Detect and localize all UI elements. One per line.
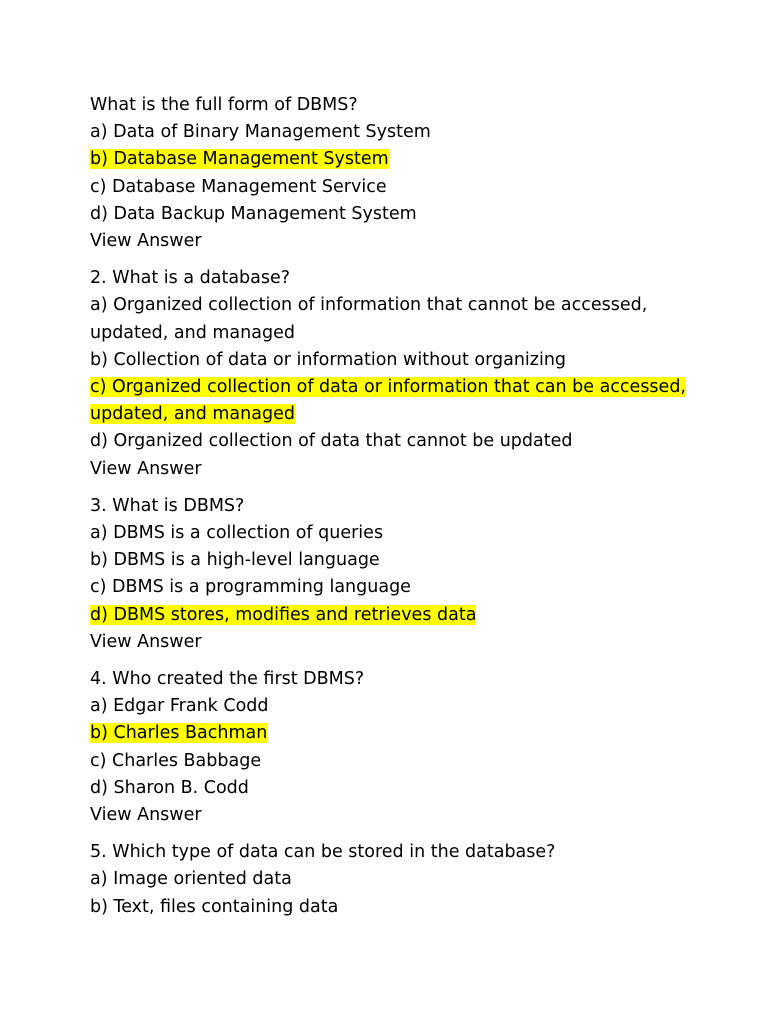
option-a: a) Image oriented data (90, 869, 292, 890)
option-a: a) Edgar Frank Codd (90, 696, 269, 717)
question-block (90, 666, 690, 829)
option-d: d) Organized collection of data that cannot be updated (90, 431, 573, 452)
option-a: a) Organized collection of information that cannot be accessed, updated, and managed (90, 295, 648, 343)
option-b: b) DBMS is a high-level language (90, 550, 380, 571)
question-text: 2. What is a database? (90, 268, 291, 289)
question-text: 4. Who created the first DBMS? (90, 669, 365, 690)
question-text: 3. What is DBMS? (90, 495, 245, 516)
option-c: c) DBMS is a programming language (90, 577, 411, 598)
option-b-highlighted: b) Database Management System (90, 149, 389, 170)
option-c: c) Database Management Service (90, 176, 387, 197)
option-c-highlighted: c) Organized collection of data or information that can be accessed, updated, and managed (90, 377, 686, 425)
question-block (90, 92, 690, 255)
option-d: d) Data Backup Management System (90, 203, 417, 224)
question-text: 5. Which type of data can be stored in the database? (90, 842, 556, 863)
question-block (90, 493, 690, 656)
option-b: b) Collection of data or information without organizing (90, 349, 567, 370)
option-d-highlighted: d) DBMS stores, modifies and retrieves data (90, 604, 477, 625)
option-a: a) DBMS is a collection of queries (90, 523, 384, 544)
view-answer-link[interactable]: View Answer (90, 631, 202, 652)
document-page (90, 92, 690, 931)
option-a: a) Data of Binary Management System (90, 122, 431, 143)
view-answer-link[interactable]: View Answer (90, 231, 202, 252)
question-block (90, 839, 690, 921)
question-text: What is the full form of DBMS? (90, 95, 358, 115)
view-answer-link[interactable]: View Answer (90, 458, 202, 479)
option-b: b) Text, files containing data (90, 896, 339, 917)
question-block (90, 265, 690, 483)
option-b-highlighted: b) Charles Bachman (90, 723, 268, 744)
option-d: d) Sharon B. Codd (90, 777, 249, 798)
option-c: c) Charles Babbage (90, 750, 262, 771)
view-answer-link[interactable]: View Answer (90, 805, 202, 826)
